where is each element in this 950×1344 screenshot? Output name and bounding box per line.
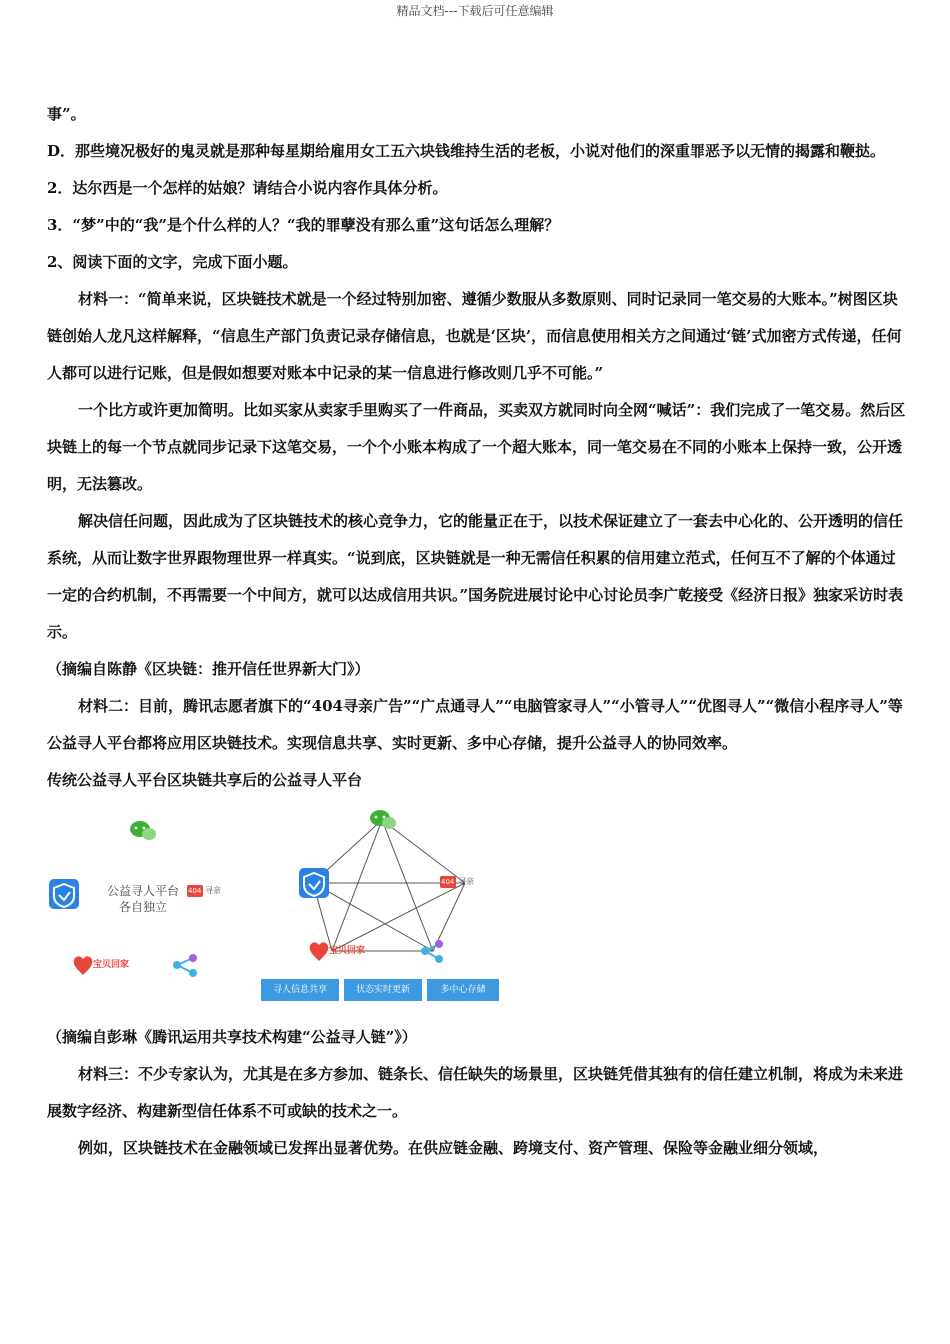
share-node-icon — [173, 954, 197, 977]
material-three: 材料三：不少专家认为，尤其是在多方参加、链条长、信任缺失的场景里，区块链凭借其独有的信任建立机制，将成为未来进展数字经济、构建新型信任体系不可或缺的技术之一。 — [47, 1065, 904, 1120]
question-2: 2．达尔西是一个怎样的姑娘？请结合小说内容作具体分析。 — [47, 179, 448, 197]
wechat-icon — [370, 810, 396, 829]
baobei-logo-text: 宝贝回家 — [329, 946, 366, 956]
bar-realtime-update: 状态实时更新 — [344, 979, 422, 1001]
baobei-heart-icon — [310, 942, 329, 961]
baobei-heart-icon — [74, 956, 93, 975]
bar-multi-center-storage: 多中心存储 — [427, 979, 499, 1001]
question-3: 3．“梦”中的“我”是个什么样的人？“我的罪孽没有那么重”这句话怎么理解？ — [47, 216, 560, 234]
paragraph: D．那些境况极好的鬼灵就是那种每星期给雇用女工五六块钱维持生活的老板，小说对他们的深重罪恶予以无情的揭露和鞭挞。 — [47, 142, 886, 160]
shield-icon — [299, 868, 329, 898]
source-citation: （摘编自陈静《区块链：推开信任世界新大门》） — [47, 660, 370, 678]
paragraph: 例如，区块链技术在金融领域已发挥出显著优势。在供应链金融、跨境支付、资产管理、保险等金融业细分领域， — [78, 1139, 829, 1157]
badge-404-label: 404 — [188, 887, 202, 895]
paragraph: 解决信任问题，因此成为了区块链技术的核心竞争力，它的能量正在于，以技术保证建立了一套去中心化的、公开透明的信任系统，从而让数字世界跟物理世界一样真实。“说到底，区块链就是一种无需信任积累的信用建立范式，任何互不了解的个体通过一定的合约机制，不再需要一个中间方，就可以达成信用共识。”国务院进展讨论中心讨论员李广乾接受《经济日报》独家采访时表示。 — [47, 512, 904, 641]
left-platform-label: 公益寻人平台 — [107, 884, 180, 898]
document-body — [47, 96, 909, 1167]
figure-caption: 传统公益寻人平台区块链共享后的公益寻人平台 — [47, 771, 363, 789]
badge-404-caption: 寻亲 — [205, 886, 221, 895]
badge-404-label: 404 — [441, 878, 455, 886]
wechat-icon — [130, 821, 156, 840]
platform-comparison-figure — [47, 805, 507, 1015]
page-watermark-header: 精品文档---下载后可任意编辑 — [396, 4, 554, 18]
baobei-logo-text: 宝贝回家 — [93, 960, 130, 970]
shield-icon — [49, 879, 79, 909]
material-two: 材料二：目前，腾讯志愿者旗下的“404寻亲广告”“广点通寻人”“电脑管家寻人”“小管寻人”“优图寻人”“微信小程序寻人”等公益寻人平台都将应用区块链技术。实现信息共享、实时更新、多中心存储，提升公益寻人的协同效率。 — [47, 697, 903, 752]
paragraph: 事”。 — [47, 105, 86, 123]
badge-404-caption: 寻亲 — [458, 877, 474, 886]
section-heading: 2、阅读下面的文字，完成下面小题。 — [47, 253, 298, 271]
bar-info-sharing: 寻人信息共享 — [261, 979, 339, 1001]
paragraph: 一个比方或许更加简明。比如买家从卖家手里购买了一件商品，买卖双方就同时向全网“喊话”：我们完成了一笔交易。然后区块链上的每一个节点就同步记录下这笔交易，一个个小账本构成了一个超大账本，同一笔交易在不同的小账本上保持一致，公开透明，无法篡改。 — [47, 401, 906, 493]
material-one: 材料一：“简单来说，区块链技术就是一个经过特别加密、遵循少数服从多数原则、同时记录同一笔交易的大账本。”树图区块链创始人龙凡这样解释，“信息生产部门负责记录存储信息，也就是‘区块’，而信息使用相关方之间通过‘链’式加密方式传递，任何人都可以进行记账，但是假如想要对账本中记录的某一信息进行修改则几乎不可能。” — [47, 290, 902, 382]
left-independent-label: 各自独立 — [119, 900, 168, 914]
source-citation: （摘编自彭琳《腾讯运用共享技术构建“公益寻人链”》） — [47, 1028, 417, 1046]
